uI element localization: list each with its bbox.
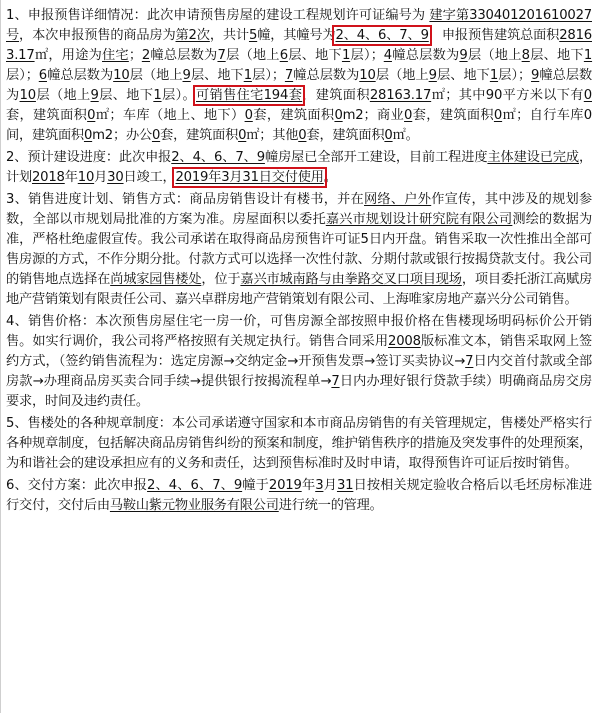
text-run: 层、地下 <box>190 68 244 83</box>
filled-field: 嘉兴市城南路与由拳路交叉口项目现场 <box>240 272 462 287</box>
filled-field: 3 <box>315 478 324 493</box>
text-run: 版标准文本，销售采取网上签约方式，（签约销售流程为：选定房源→交纳定金→开预售发票→签订买卖协议→ <box>6 334 593 369</box>
filled-field: 0 <box>334 108 343 123</box>
text-run: ，计划 <box>6 150 592 185</box>
text-run: 年 <box>301 478 316 493</box>
text-run: 层）； <box>350 48 384 63</box>
filled-field: 1 <box>489 68 499 83</box>
text-run: 层）。 <box>161 88 197 103</box>
filled-field: 马鞍山紫元物业服务有限公司 <box>109 498 279 513</box>
text-run: ，共计 <box>209 28 249 43</box>
text-run: 日按相关规定验收合格后以毛坯房标准进行交付，交付后由 <box>6 478 592 513</box>
filled-field: 6 <box>38 68 47 83</box>
filled-field: 1 <box>583 48 593 63</box>
text-run: 作宣传，其中涉及的规划参数，全部以市规划局批准的方案为准。房屋面积以委托 <box>6 192 592 227</box>
text-run: 年 <box>64 170 78 185</box>
filled-field: 10 <box>113 68 130 83</box>
filled-field: 建字第330401201610027号 <box>6 8 592 43</box>
text-run: 月 <box>94 170 108 185</box>
text-run: ㎡，用途为 <box>34 48 103 63</box>
text-run: 6、交付方案：此次申报 <box>6 478 148 493</box>
highlighted-field: 2019年3月31日交付使用 <box>175 170 324 185</box>
text-run: ，位于 <box>201 272 241 287</box>
text-run: 3、销售进度计划、销售方式：商品房销售设计有楼书，并在 <box>6 192 364 207</box>
filled-field: 0 <box>583 88 592 103</box>
section-2-construction-schedule <box>6 148 592 188</box>
text-run: 套，建筑面积 <box>306 128 385 143</box>
filled-field: 1 <box>153 88 162 103</box>
text-run: 层、地下 <box>287 48 342 63</box>
text-run: ㎡。 <box>392 128 419 143</box>
filled-field: 0 <box>298 128 307 143</box>
text-run: 套，建筑面积 <box>160 128 239 143</box>
text-run: 5、售楼处的各种规章制度：本公司承诺遵守国家和本市商品房销售的有关管理规定，售楼处严格实行各种规章制度，包括解决商品房销售纠纷的预案和制度，维护销售秩序的措施及突发事件的处理预案，为和谐社会的建设承担应有的义务和责任，达到预售标准时及时申请，取得预售许可证后按时销售。 <box>6 416 592 471</box>
filled-field: 0 <box>244 108 253 123</box>
text-run: 幢总层数为 <box>150 48 218 63</box>
filled-field: 8 <box>521 48 530 63</box>
filled-field: 5 <box>248 28 258 43</box>
text-run: 测绘的数据为准，严格杜绝虚假宣传。我公司承诺在取得商品房预售许可证5日内开盘。销售采取一次性推出全部可售房源的方式，不作分期分批。付款方式可以选择一次性付款、分期付款或银行按揭贷款支付。我公司的销售地点选择在 <box>6 212 592 287</box>
section-6-delivery-plan <box>6 476 592 516</box>
filled-field: 7 <box>465 354 474 369</box>
text-run: 层）； <box>6 68 39 83</box>
presale-application-text <box>6 6 592 518</box>
text-run: 幢总层数为 <box>391 48 460 63</box>
filled-field: 2008 <box>388 334 421 349</box>
filled-field: 28163.17 <box>369 88 432 103</box>
text-run: ，申报预售建筑总面积 <box>428 28 560 43</box>
text-run: 日内交首付款或全部房款→办理商品房买卖合同手续→提供银行按揭流程单→ <box>6 354 593 389</box>
filled-field: 10 <box>77 170 95 185</box>
filled-field: 网络、户外 <box>364 192 432 207</box>
text-run: 层）； <box>498 68 532 83</box>
filled-field: 2 <box>141 48 151 63</box>
filled-field: 1 <box>243 68 252 83</box>
text-run: 4、销售价格：本次预售房屋住宅一房一价，可售房源全部按照申报价格在售楼现场明码标价公开销售。如实行调价，我公司将严格按照有关规定执行。销售合同采用 <box>6 314 592 349</box>
text-run: 日竣工， <box>123 170 176 185</box>
text-run: 进行统一的管理。 <box>278 498 383 513</box>
text-run: 幢总层数为 <box>6 68 593 103</box>
filled-field: 9 <box>90 88 99 103</box>
text-run: 套，建筑面积 <box>6 108 88 123</box>
filled-field: 0 <box>493 108 503 123</box>
text-run: m2；商业 <box>342 108 405 123</box>
filled-field: 2019 <box>268 478 302 493</box>
filled-field: 9 <box>531 68 540 83</box>
text-run: 幢，其幢号为 <box>257 28 336 43</box>
filled-field: 28163.17 <box>6 28 592 63</box>
text-run: 。 <box>323 170 337 185</box>
text-run: ㎡；车库（地上、地下） <box>95 108 245 123</box>
filled-field: 2、4、6、7、9 <box>171 150 265 165</box>
text-run: 幢总层数为 <box>293 68 360 83</box>
highlighted-field: 2、4、6、7、9 <box>335 28 429 43</box>
filled-field: 0 <box>384 128 393 143</box>
text-run: 套，建筑面积 <box>252 108 335 123</box>
highlighted-field: 可销售住宅194套 <box>196 88 303 103</box>
text-run: 层（地上 <box>129 68 183 83</box>
filled-field: 0 <box>83 128 93 143</box>
text-run: 套，建筑面积 <box>412 108 494 123</box>
filled-field: 住宅 <box>102 48 129 63</box>
filled-field: 主体建设已完成 <box>487 150 579 165</box>
text-run: 月 <box>323 478 337 493</box>
filled-field: 0 <box>404 108 413 123</box>
filled-field: 31 <box>336 478 354 493</box>
text-run: 幢于 <box>242 478 269 493</box>
text-run: 幢总层数为 <box>46 68 114 83</box>
filled-field: 7 <box>284 68 294 83</box>
filled-field: 9 <box>182 68 191 83</box>
text-run: 层）； <box>251 68 285 83</box>
filled-field: 嘉兴市规划设计研究院有限公司 <box>325 212 513 227</box>
section-4-sales-price <box>6 312 592 412</box>
text-run: ，本次申报预售的商品房为 <box>19 28 176 43</box>
text-run: 日内办理好银行贷款手续）明确商品房交房要求，时间及违约责任。 <box>6 374 592 409</box>
filled-field: 0 <box>238 128 247 143</box>
text-run: ，建筑面积 <box>302 88 370 103</box>
filled-field: 9 <box>428 68 437 83</box>
text-run: 层、地下 <box>98 88 154 103</box>
filled-field: 6 <box>279 48 288 63</box>
filled-field: 9 <box>459 48 468 63</box>
text-run: 幢房屋已全部开工建设，目前工程进度 <box>264 150 488 165</box>
filled-field: 30 <box>107 170 124 185</box>
text-run: 2、预计建设进度：此次申报 <box>6 150 172 165</box>
text-run: ㎡；其他 <box>246 128 299 143</box>
filled-field: 7 <box>331 374 340 389</box>
text-run: 层（地上 <box>375 68 429 83</box>
filled-field: 2、4、6、7、9 <box>147 478 243 493</box>
filled-field: 7 <box>217 48 226 63</box>
text-run: ㎡；自行车库0间，建筑面积 <box>6 108 592 143</box>
filled-field: 尚城家园售楼处 <box>110 272 202 287</box>
filled-field: 2018 <box>31 170 65 185</box>
section-1-presale-details <box>6 6 592 146</box>
filled-field: 0 <box>151 128 161 143</box>
filled-field: 4 <box>383 48 392 63</box>
section-3-sales-plan <box>6 190 592 310</box>
text-run: ㎡；其中90平方米以下有 <box>431 88 584 103</box>
text-run: 层（地上 <box>467 48 522 63</box>
text-run: m2；办公 <box>92 128 152 143</box>
page-left-border <box>0 0 1 713</box>
text-run: 层（地上 <box>225 48 280 63</box>
text-run: 层（地上 <box>35 88 91 103</box>
section-5-sales-office-rules <box>6 414 592 474</box>
text-run: ； <box>128 48 142 63</box>
text-run: 层、地下 <box>436 68 490 83</box>
filled-field: 10 <box>359 68 376 83</box>
filled-field: 0 <box>87 108 96 123</box>
filled-field: 1 <box>341 48 351 63</box>
text-run: 层、地下 <box>529 48 584 63</box>
filled-field: 第2次 <box>175 28 210 43</box>
text-run: ，项目委托浙江高赋房地产营销策划有限责任公司、嘉兴卓群房地产营销策划有限公司、上海唯家房地产嘉兴分公司销售。 <box>6 272 593 307</box>
filled-field: 10 <box>19 88 36 103</box>
text-run: 1、申报预售详细情况：此次申请预售房屋的建设工程规划许可证编号为 <box>6 8 430 23</box>
